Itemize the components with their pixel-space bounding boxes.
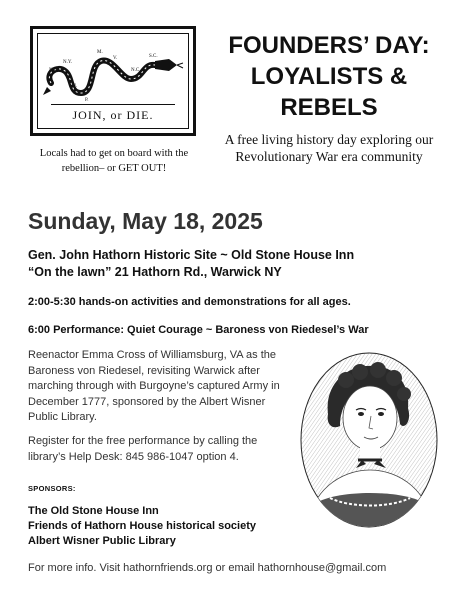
title-line-3: REBELS bbox=[280, 94, 378, 121]
snake-segment-letter: N.J. bbox=[69, 84, 78, 89]
snake-segment-letter: N.E. bbox=[49, 68, 59, 73]
registration-info: Register for the free performance by calling the library’s Help Desk: 845 986-1047 option 4. bbox=[28, 435, 258, 463]
snake-segment-letter: S.C. bbox=[149, 54, 158, 59]
performance-line: 6:00 Performance: Quiet Courage ~ Baroness von Riedesel’s War bbox=[28, 324, 369, 336]
venue-line-2: “On the lawn” 21 Hathorn Rd., Warwick NY bbox=[28, 265, 282, 279]
baroness-portrait-image bbox=[300, 352, 438, 528]
activity-hours: 2:00-5:30 hands-on activities and demonstrations for all ages. bbox=[28, 296, 351, 308]
snake-segment-letter: N.Y. bbox=[63, 60, 73, 65]
title-line-2: LOYALISTS & bbox=[250, 63, 408, 90]
woodcut-motto: JOIN, or DIE. bbox=[72, 108, 154, 122]
motto-rule bbox=[51, 104, 175, 105]
snake-segment-letter: M. bbox=[97, 50, 103, 55]
sponsor-item: Friends of Hathorn House historical society bbox=[28, 520, 256, 532]
more-info-footer: For more info. Visit hathornfriends.org or email hathornhouse@gmail.com bbox=[28, 562, 387, 574]
snake-segment-letter: P. bbox=[85, 98, 89, 103]
sponsor-item: Albert Wisner Public Library bbox=[28, 535, 176, 547]
snake-segment-letter: N.C. bbox=[131, 68, 141, 73]
snake-segment-letter: V. bbox=[113, 56, 118, 61]
performance-description: Reenactor Emma Cross of Williamsburg, VA as the Baroness von Riedesel, revisiting Warwick after marching through with Burgoyne’s captured Army in December 1777, sponsored by the Albert Wisner Public Library. bbox=[28, 349, 280, 423]
woodcut-caption: Locals had to get on board with the rebellion– or GET OUT! bbox=[39, 148, 189, 174]
page-title bbox=[200, 30, 458, 123]
title-line-1: FOUNDERS’ DAY: bbox=[228, 32, 430, 59]
subtitle: A free living history day exploring our Revolutionary War era community bbox=[224, 132, 434, 164]
event-date: Sunday, May 18, 2025 bbox=[28, 208, 263, 234]
segmented-snake-icon bbox=[39, 35, 185, 105]
sponsor-item: The Old Stone House Inn bbox=[28, 505, 159, 517]
venue-line-1: Gen. John Hathorn Historic Site ~ Old Stone House Inn bbox=[28, 248, 355, 262]
sponsors-heading: SPONSORS: bbox=[28, 484, 76, 493]
join-or-die-woodcut bbox=[30, 26, 196, 136]
